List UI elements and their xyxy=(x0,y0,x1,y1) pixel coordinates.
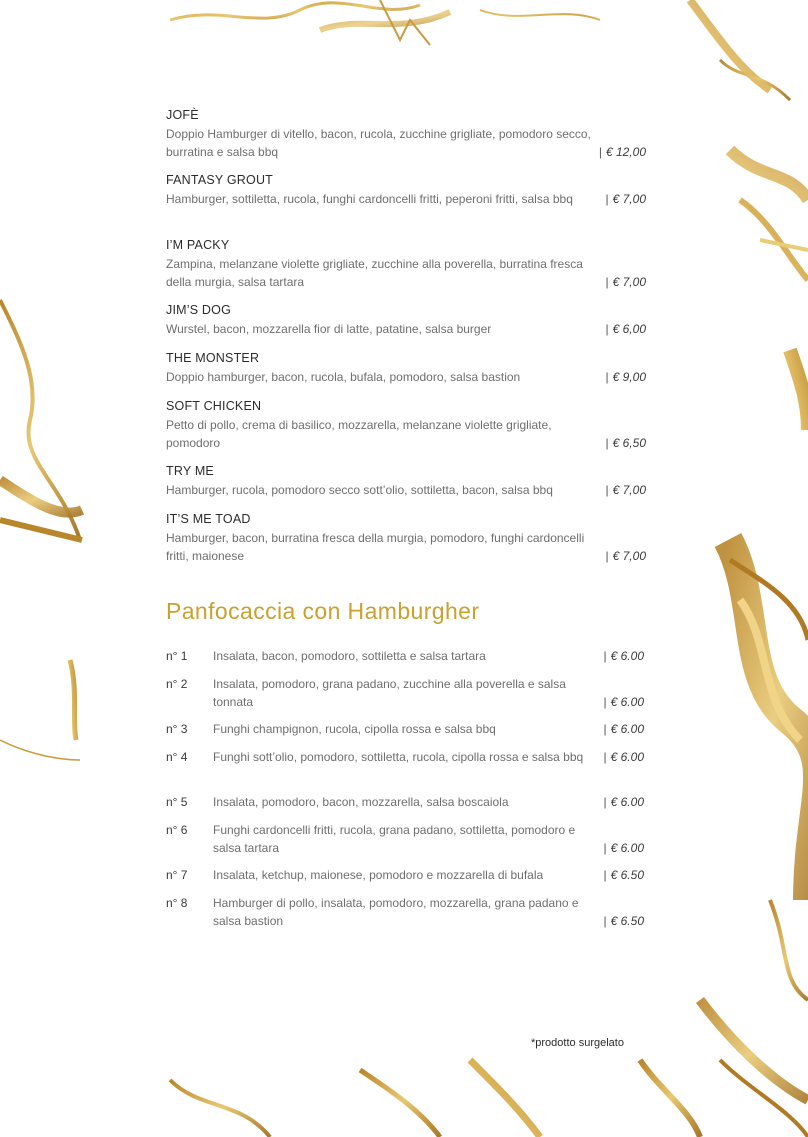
item-description: Funghi cardoncelli fritti, rucola, grana padano, sottiletta, pomodoro e salsa tartara xyxy=(213,823,576,855)
price-value: € 6.50 xyxy=(610,913,644,928)
panfocaccia-item xyxy=(166,822,644,857)
item-name: IT’S ME TOAD xyxy=(166,512,251,526)
item-number: n° 5 xyxy=(166,795,188,809)
item-price xyxy=(606,369,647,387)
item-price xyxy=(606,321,647,339)
price-value: € 6.50 xyxy=(610,868,644,882)
item-price xyxy=(606,274,647,292)
item-name: SOFT CHICKEN xyxy=(166,399,262,413)
item-description: Insalata, bacon, pomodoro, sottiletta e salsa tartara xyxy=(213,649,486,663)
price-separator: | xyxy=(603,913,607,928)
price-value: € 6,00 xyxy=(612,322,646,336)
item-description: Insalata, pomodoro, bacon, mozzarella, salsa boscaiola xyxy=(213,795,509,809)
panfocaccia-item xyxy=(166,867,644,885)
price-value: € 12,00 xyxy=(605,144,646,159)
price-separator: | xyxy=(603,868,607,882)
item-description: Insalata, ketchup, maionese, pomodoro e mozzarella di bufala xyxy=(213,868,544,882)
price-value: € 6.00 xyxy=(610,722,644,736)
item-description: Petto di pollo, crema di basilico, mozzarella, melanzane violette grigliate, pomodoro xyxy=(166,418,552,450)
item-number: n° 3 xyxy=(166,722,188,736)
item-price xyxy=(604,840,645,858)
item-description: Hamburger, bacon, burratina fresca della murgia, pomodoro, funghi cardoncelli fritti, maionese xyxy=(166,531,585,563)
item-description: Funghi champignon, rucola, cipolla rossa e salsa bbq xyxy=(213,722,496,736)
item-price xyxy=(606,548,647,566)
item-name: FANTASY GROUT xyxy=(166,173,274,187)
section-title: Panfocaccia con Hamburgher xyxy=(166,598,480,624)
price-value: € 7,00 xyxy=(612,274,646,289)
price-value: € 6.00 xyxy=(610,795,644,809)
price-separator: | xyxy=(605,274,609,289)
panfocaccia-item xyxy=(166,676,644,711)
item-description: Hamburger di pollo, insalata, pomodoro, mozzarella, grana padano e salsa bastion xyxy=(213,896,579,928)
item-price xyxy=(606,435,647,453)
price-separator: | xyxy=(605,548,609,563)
item-number: n° 2 xyxy=(166,677,188,691)
item-name: JOFÈ xyxy=(166,108,199,122)
item-description: Wurstel, bacon, mozzarella fior di latte, patatine, salsa burger xyxy=(166,322,492,336)
item-price xyxy=(604,749,645,767)
item-price xyxy=(606,191,647,209)
item-description: Insalata, pomodoro, grana padano, zucchine alla poverella e salsa tonnata xyxy=(213,677,566,709)
price-separator: | xyxy=(598,144,602,159)
price-separator: | xyxy=(605,483,609,497)
price-value: € 7,00 xyxy=(612,483,646,497)
panfocaccia-item xyxy=(166,648,644,666)
item-number: n° 4 xyxy=(166,750,188,764)
menu-item xyxy=(166,302,648,339)
item-price xyxy=(604,721,645,739)
price-value: € 7,00 xyxy=(612,192,646,206)
price-separator: | xyxy=(603,750,607,764)
panfocaccia-item xyxy=(166,895,644,930)
price-value: € 6,50 xyxy=(612,435,646,450)
price-separator: | xyxy=(603,722,607,736)
price-value: € 6.00 xyxy=(610,649,644,663)
price-value: € 7,00 xyxy=(612,548,646,563)
price-separator: | xyxy=(603,840,607,855)
panfocaccia-item xyxy=(166,749,644,767)
item-price xyxy=(604,867,645,885)
item-name: I’M PACKY xyxy=(166,238,230,252)
item-name: JIM’S DOG xyxy=(166,303,231,317)
menu-item xyxy=(166,463,648,500)
item-price xyxy=(604,794,645,812)
menu-item xyxy=(166,511,648,565)
price-separator: | xyxy=(605,192,609,206)
item-price xyxy=(606,482,647,500)
panfocaccia-item xyxy=(166,721,644,739)
footnote: *prodotto surgelato xyxy=(531,1037,624,1049)
price-separator: | xyxy=(603,649,607,663)
price-separator: | xyxy=(605,370,609,384)
item-price xyxy=(604,694,645,712)
item-number: n° 1 xyxy=(166,649,188,663)
price-value: € 9,00 xyxy=(612,370,646,384)
item-price xyxy=(604,648,645,666)
menu-item xyxy=(166,237,648,291)
menu-item xyxy=(166,107,648,161)
panfocaccia-item xyxy=(166,794,644,812)
item-description: Hamburger, sottiletta, rucola, funghi cardoncelli fritti, peperoni fritti, salsa bbq xyxy=(166,192,573,206)
menu-item xyxy=(166,350,648,387)
price-value: € 6.00 xyxy=(610,840,644,855)
item-description: Zampina, melanzane violette grigliate, zucchine alla poverella, burratina fresca della murgia, salsa tartara xyxy=(166,257,583,289)
item-description: Doppio hamburger, bacon, rucola, bufala, pomodoro, salsa bastion xyxy=(166,370,521,384)
item-number: n° 7 xyxy=(166,868,188,882)
price-value: € 6.00 xyxy=(610,694,644,709)
price-separator: | xyxy=(605,322,609,336)
item-description: Hamburger, rucola, pomodoro secco sott’olio, sottiletta, bacon, salsa bbq xyxy=(166,483,553,497)
price-value: € 6.00 xyxy=(610,750,644,764)
item-description: Doppio Hamburger di vitello, bacon, rucola, zucchine grigliate, pomodoro secco, burratina e salsa bbq xyxy=(166,127,591,159)
item-description: Funghi sott’olio, pomodoro, sottiletta, rucola, cipolla rossa e salsa bbq xyxy=(213,750,584,764)
menu-item xyxy=(166,398,648,452)
item-name: TRY ME xyxy=(166,464,214,478)
item-number: n° 8 xyxy=(166,896,188,910)
item-number: n° 6 xyxy=(166,823,188,837)
item-name: THE MONSTER xyxy=(166,351,260,365)
item-price xyxy=(599,144,646,162)
price-separator: | xyxy=(603,694,607,709)
price-separator: | xyxy=(605,435,609,450)
price-separator: | xyxy=(603,795,607,809)
menu-item xyxy=(166,172,648,209)
item-price xyxy=(604,913,645,931)
